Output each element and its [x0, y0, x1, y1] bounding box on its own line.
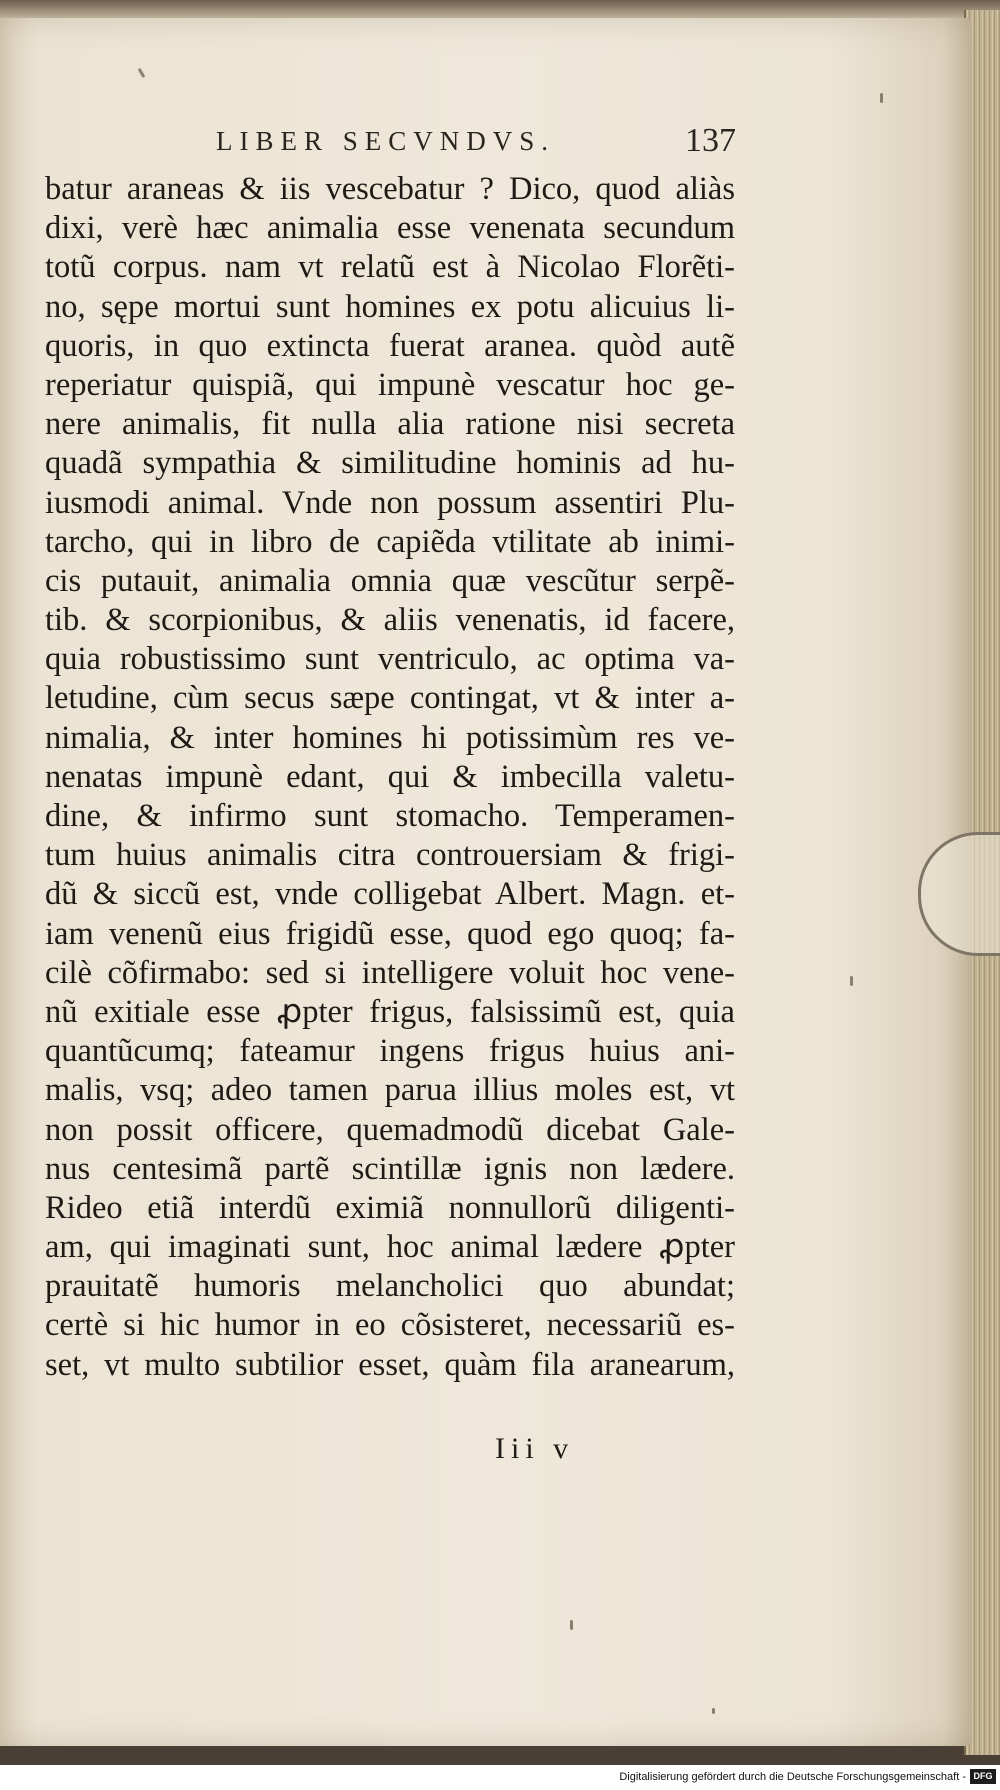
text-line: quantũcumq; fateamur ingens frigus huius ani-	[45, 1033, 735, 1070]
dfg-logo: DFG	[970, 1769, 996, 1784]
text-line: tum huius animalis citra controuersiam & frigi-	[45, 837, 735, 874]
text-line: prauitatẽ humoris melancholici quo abundat;	[45, 1268, 735, 1305]
signature-mark: Iii v	[495, 1432, 575, 1465]
text-line: totũ corpus. nam vt relatũ est à Nicolao Florẽti-	[45, 249, 735, 286]
digitization-credit: Digitalisierung gefördert durch die Deutsche Forschungsgemeinschaft -	[619, 1771, 966, 1783]
body-text	[45, 170, 735, 1385]
text-line: dũ & siccũ est, vnde colligebat Albert. Magn. et-	[45, 876, 735, 913]
text-line: Rideo etiã interdũ eximiã nonnullorũ diligenti-	[45, 1189, 735, 1226]
text-line: nũ exitiale esse ꝓpter frigus, falsissimũ est, quia	[45, 993, 735, 1030]
text-line: iusmodi animal. Vnde non possum assentiri Plu-	[45, 484, 735, 521]
paper-speck	[570, 1620, 573, 1630]
text-line: quia robustissimo sunt ventriculo, ac optima va-	[45, 641, 735, 678]
text-line: set, vt multo subtilior esset, quàm fila aranearum,	[45, 1346, 735, 1383]
text-line: nus centesimã partẽ scintillæ ignis non lædere.	[45, 1150, 735, 1187]
text-line: malis, vsq; adeo tamen parua illius moles est, vt	[45, 1072, 735, 1109]
text-line: nimalia, & inter homines hi potissimùm res ve-	[45, 719, 735, 756]
paper-speck	[850, 976, 853, 986]
text-line: nere animalis, fit nulla alia ratione nisi secreta	[45, 406, 735, 443]
paper-speck	[880, 93, 883, 103]
text-line: non possit officere, quemadmodũ dicebat Gale-	[45, 1111, 735, 1148]
text-line: letudine, cùm secus sæpe contingat, vt & inter a-	[45, 680, 735, 717]
text-line: reperiatur quispiã, qui impunè vescatur hoc ge-	[45, 366, 735, 403]
text-line: dixi, verè hæc animalia esse venenata secundum	[45, 210, 735, 247]
text-line: tarcho, qui in libro de capiẽda vtilitate ab inimi-	[45, 523, 735, 560]
paper-speck	[712, 1708, 715, 1714]
text-line: nenatas impunè edant, qui & imbecilla valetu-	[45, 758, 735, 795]
text-line: quadã sympathia & similitudine hominis ad hu-	[45, 445, 735, 482]
text-line: cis putauit, animalia omnia quæ vescũtur serpẽ-	[45, 562, 735, 599]
text-line: quoris, in quo extincta fuerat aranea. quòd autẽ	[45, 327, 735, 364]
running-head: LIBER SECVNDVS.	[216, 126, 556, 156]
text-line: tib. & scorpionibus, & aliis venenatis, id facere,	[45, 602, 735, 639]
text-line: cilè cõfirmabo: sed si intelligere voluit hoc vene-	[45, 954, 735, 991]
text-line: iam venenũ eius frigidũ esse, quod ego quoq; fa-	[45, 915, 735, 952]
page-number: 137	[685, 122, 736, 159]
paper-speck	[138, 68, 146, 78]
text-line: certè si hic humor in eo cõsisteret, necessariũ es-	[45, 1307, 735, 1344]
text-line: batur araneas & iis vescebatur ? Dico, quod aliàs	[45, 171, 735, 207]
text-line: am, qui imaginati sunt, hoc animal lædere ꝓpter	[45, 1229, 735, 1266]
text-line: no, sępe mortui sunt homines ex potu alicuius li-	[45, 288, 735, 325]
text-line: dine, & infirmo sunt stomacho. Temperamen-	[45, 798, 735, 834]
page-header	[216, 122, 736, 162]
